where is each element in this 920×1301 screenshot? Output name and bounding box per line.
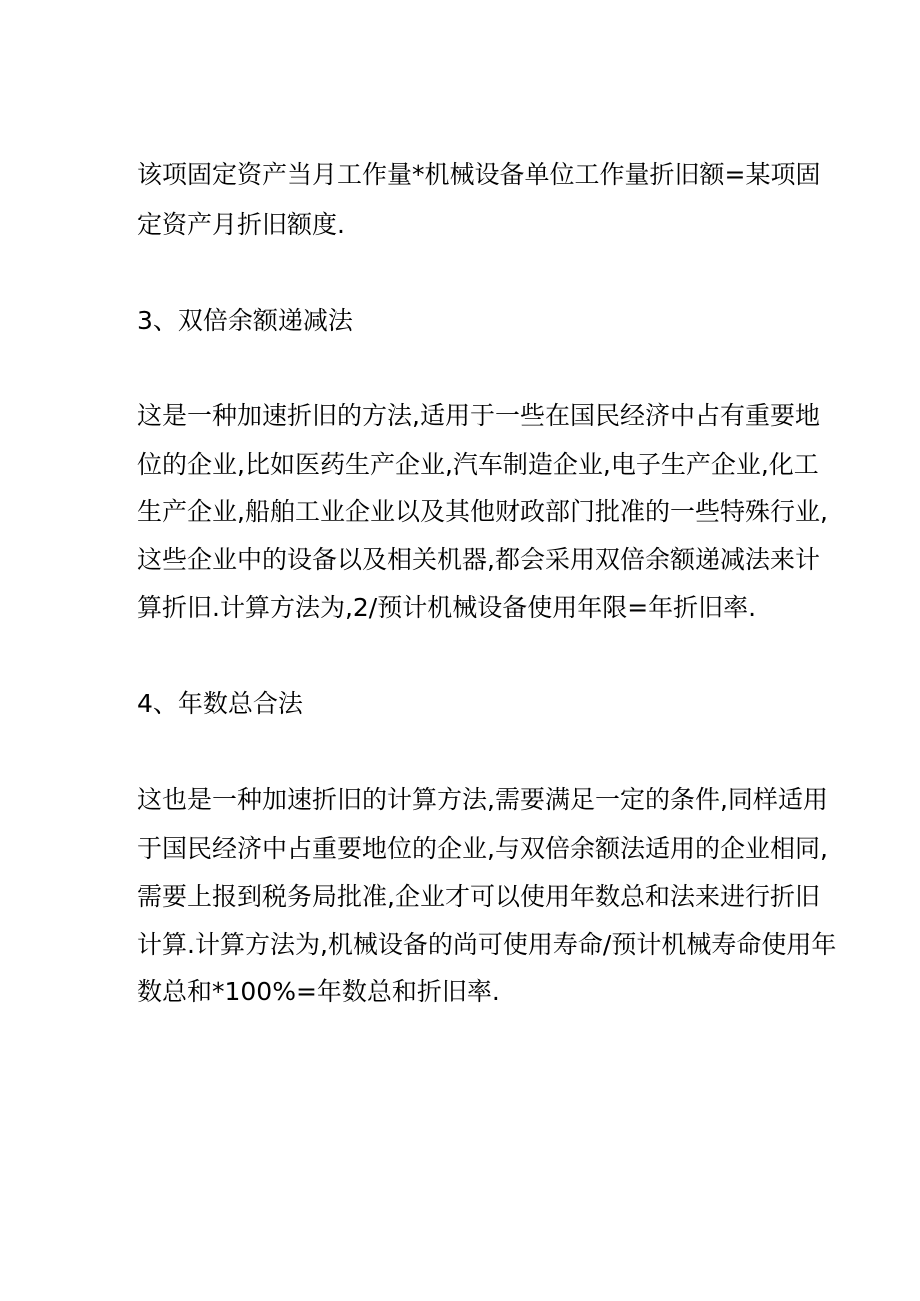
- paragraph-2-line-3: 生产企业,船舶工业企业以及其他财政部门批准的一些特殊行业,: [137, 497, 828, 526]
- paragraph-1-line-1: 该项固定资产当月工作量*机械设备单位工作量折旧额=某项固: [137, 160, 821, 189]
- paragraph-2-line-4: 这些企业中的设备以及相关机器,都会采用双倍余额递减法来计: [137, 545, 820, 574]
- heading-sum-of-years: 4、年数总合法: [137, 689, 303, 718]
- paragraph-3-line-2: 于国民经济中占重要地位的企业,与双倍余额法适用的企业相同,: [137, 834, 828, 863]
- paragraph-3-line-3: 需要上报到税务局批准,企业才可以使用年数总和法来进行折旧: [137, 882, 820, 911]
- paragraph-3-line-4: 计算.计算方法为,机械设备的尚可使用寿命/预计机械寿命使用年: [137, 930, 837, 959]
- heading-double-declining: 3、双倍余额递减法: [137, 306, 353, 335]
- paragraph-3-line-5: 数总和*100%=年数总和折旧率.: [137, 977, 500, 1006]
- paragraph-3-line-1: 这也是一种加速折旧的计算方法,需要满足一定的条件,同样适用: [137, 785, 828, 814]
- paragraph-2-line-1: 这是一种加速折旧的方法,适用于一些在国民经济中占有重要地: [137, 401, 820, 430]
- paragraph-1-line-2: 定资产月折旧额度.: [137, 210, 345, 239]
- paragraph-2-line-2: 位的企业,比如医药生产企业,汽车制造企业,电子生产企业,化工: [137, 450, 819, 479]
- paragraph-2-line-5: 算折旧.计算方法为,2/预计机械设备使用年限=年折旧率.: [137, 593, 757, 622]
